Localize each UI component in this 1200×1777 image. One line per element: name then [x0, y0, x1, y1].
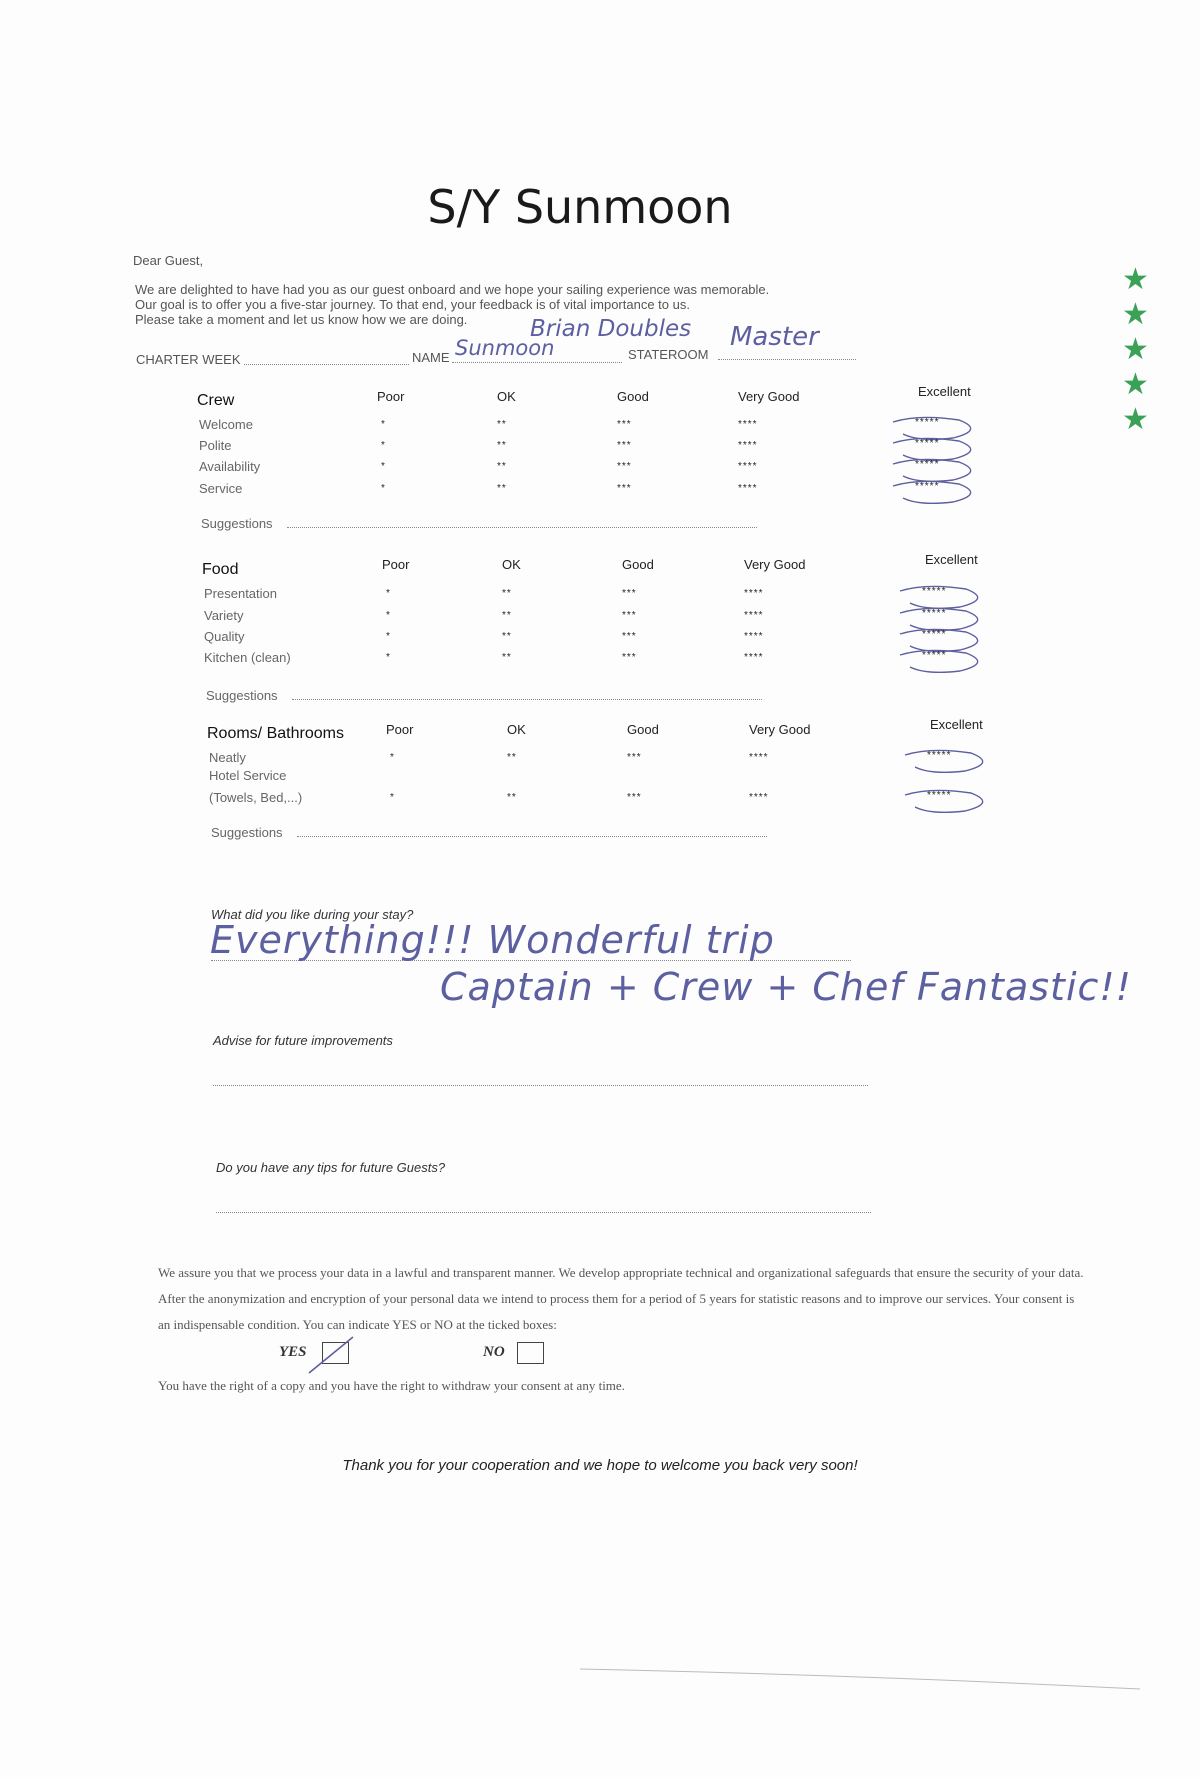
rating-row-label: Quality — [204, 629, 245, 644]
column-header: Excellent — [918, 384, 971, 399]
star-icon: ★ — [1122, 368, 1149, 401]
rating-row-label: Service — [199, 481, 243, 496]
rating-option: **** — [738, 419, 758, 430]
rating-row-label: Welcome — [199, 417, 253, 432]
liked-answer-line-1[interactable]: Everything!!! Wonderful trip — [210, 918, 775, 962]
suggestions-label: Suggestions — [206, 688, 278, 703]
column-header: Good — [622, 557, 654, 572]
column-header: Poor — [382, 557, 410, 572]
rating-excellent-selected[interactable] — [905, 747, 983, 777]
rating-option: **** — [738, 440, 758, 451]
column-header: OK — [502, 557, 521, 572]
rating-option: **** — [738, 483, 758, 494]
liked-answer-line-2[interactable]: Captain + Crew + Chef Fantastic!! — [440, 965, 1132, 1009]
yes-label: YES — [279, 1344, 307, 1360]
column-header: Good — [617, 389, 649, 404]
rating-option: ***** — [922, 650, 947, 661]
question-advise: Advise for future improvements — [213, 1033, 393, 1048]
column-header: OK — [497, 389, 516, 404]
rating-option: *** — [617, 419, 632, 430]
rating-option: ** — [497, 440, 507, 451]
column-header: Poor — [377, 389, 405, 404]
rating-option: * — [381, 440, 386, 451]
column-header: Excellent — [930, 717, 983, 732]
section-title-food: Food — [202, 561, 239, 578]
rating-option: ***** — [915, 417, 940, 428]
rating-option: * — [390, 792, 395, 803]
rating-option: * — [381, 483, 386, 494]
rating-excellent-selected[interactable] — [905, 787, 983, 817]
rating-option: ***** — [927, 790, 952, 801]
rating-option: *** — [617, 483, 632, 494]
rating-option: *** — [622, 588, 637, 599]
rating-option: * — [386, 588, 391, 599]
question-liked: What did you like during your stay? — [211, 907, 414, 922]
star-icon: ★ — [1122, 333, 1149, 366]
rating-option: * — [381, 419, 386, 430]
rating-option: ***** — [922, 608, 947, 619]
rating-row-label: Presentation — [204, 586, 277, 601]
rating-option: ***** — [922, 586, 947, 597]
column-header: Very Good — [738, 389, 800, 404]
star-icon: ★ — [1122, 263, 1149, 296]
rating-option: **** — [744, 588, 764, 599]
rating-option: ***** — [915, 459, 940, 470]
rating-option: ***** — [915, 438, 940, 449]
rating-option: *** — [627, 752, 642, 763]
charter-week-value[interactable]: Sunmoon — [455, 336, 555, 360]
no-checkbox[interactable] — [517, 1342, 544, 1364]
intro-line-3: Please take a moment and let us know how we are doing. — [135, 312, 468, 327]
rating-row-label: Availability — [199, 459, 261, 474]
answer-line-advise[interactable] — [213, 1085, 868, 1086]
rating-option: **** — [749, 752, 769, 763]
column-header: Good — [627, 722, 659, 737]
thanks-message: Thank you for your cooperation and we hope to welcome you back very soon! — [342, 1457, 858, 1474]
column-header: Very Good — [744, 557, 806, 572]
rating-option: **** — [744, 631, 764, 642]
rating-option: **** — [744, 652, 764, 663]
rating-option: * — [386, 652, 391, 663]
rating-option: ** — [507, 792, 517, 803]
rating-row-label: Variety — [204, 608, 244, 623]
rating-row-label: Hotel Service — [209, 768, 287, 783]
rating-option: * — [381, 461, 386, 472]
rating-option: * — [386, 631, 391, 642]
rating-option: * — [390, 752, 395, 763]
rating-option: **** — [744, 610, 764, 621]
rating-excellent-selected[interactable] — [893, 478, 971, 508]
column-header: Poor — [386, 722, 414, 737]
page-title: S/Y Sunmoon — [427, 180, 733, 234]
rating-option: ** — [502, 652, 512, 663]
suggestions-label: Suggestions — [211, 825, 283, 840]
rating-option: *** — [617, 461, 632, 472]
suggestions-line[interactable] — [292, 699, 762, 700]
rating-row-label: (Towels, Bed,...) — [209, 790, 303, 805]
consent-text: We assure you that we process your data in a lawful and transparent manner. We develop appropriate technical and organizational safeguards that ensure the security of your data. After the anonymization and encryption of your personal data we intend to process them for a period of 5 years for statistic reasons and to improve our services. Your consent is an indispensable condition. You can indicate YES or NO at the ticked boxes: — [158, 1265, 1084, 1332]
star-icon: ★ — [1122, 403, 1149, 436]
rating-option: *** — [622, 652, 637, 663]
rating-option: ***** — [927, 750, 952, 761]
stateroom-label: STATEROOM — [628, 347, 709, 362]
rating-option: *** — [627, 792, 642, 803]
section-title-crew: Crew — [197, 392, 235, 409]
consent-rights: You have the right of a copy and you have the right to withdraw your consent at any time. — [158, 1378, 625, 1393]
suggestions-line[interactable] — [297, 836, 767, 837]
intro-line-2: Our goal is to offer you a five-star journey. To that end, your feedback is of vital importance to us. — [135, 297, 690, 312]
rating-option: ** — [502, 610, 512, 621]
rating-option: ** — [497, 419, 507, 430]
suggestions-label: Suggestions — [201, 516, 273, 531]
stateroom-value[interactable]: Master — [730, 322, 819, 352]
rating-option: ***** — [922, 629, 947, 640]
name-label: NAME — [412, 350, 450, 365]
intro-line-1: We are delighted to have had you as our guest onboard and we hope your sailing experience was memorable. — [135, 282, 770, 297]
rating-option: *** — [617, 440, 632, 451]
rating-option: ** — [507, 752, 517, 763]
section-title-rooms: Rooms/ Bathrooms — [207, 725, 344, 742]
rating-row-label: Polite — [199, 438, 232, 453]
rating-option: **** — [749, 792, 769, 803]
rating-option: *** — [622, 610, 637, 621]
column-header: Excellent — [925, 552, 978, 567]
rating-option: **** — [738, 461, 758, 472]
greeting: Dear Guest, — [133, 253, 204, 268]
rating-option: ** — [497, 483, 507, 494]
rating-option: ** — [502, 631, 512, 642]
rating-option: * — [386, 610, 391, 621]
rating-row-label: Kitchen (clean) — [204, 650, 291, 665]
rating-excellent-selected[interactable] — [900, 647, 978, 677]
rating-option: ***** — [915, 481, 940, 492]
column-header: OK — [507, 722, 526, 737]
charter-week-line — [244, 353, 409, 365]
column-header: Very Good — [749, 722, 811, 737]
rating-row-label: Neatly — [209, 750, 246, 765]
star-icon: ★ — [1122, 298, 1149, 331]
rating-option: ** — [497, 461, 507, 472]
rating-option: *** — [622, 631, 637, 642]
answer-line-tips[interactable] — [216, 1212, 871, 1213]
no-label: NO — [483, 1344, 505, 1360]
suggestions-line[interactable] — [287, 527, 757, 528]
question-tips: Do you have any tips for future Guests? — [216, 1160, 446, 1175]
yes-checkbox[interactable] — [322, 1342, 349, 1364]
rating-option: ** — [502, 588, 512, 599]
name-value[interactable]: Brian Doubles — [530, 316, 692, 342]
scan-artifact — [580, 1665, 1140, 1695]
checkmark-icon — [307, 1335, 359, 1375]
charter-week-label: CHARTER WEEK — [136, 352, 241, 367]
